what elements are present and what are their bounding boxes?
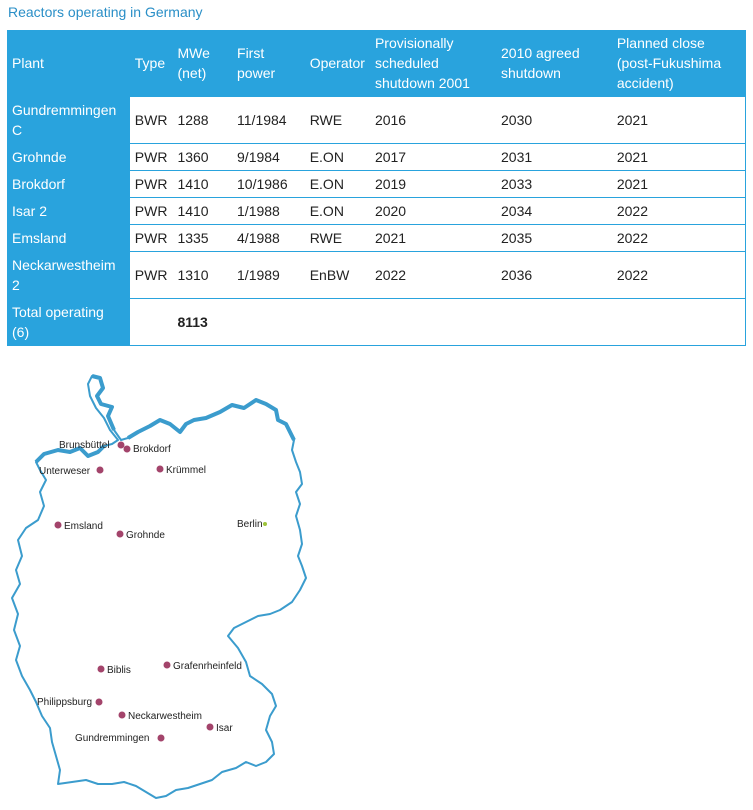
reactor-marker: [164, 662, 171, 669]
cell-mwe: 1360: [172, 144, 232, 171]
cell-shutdown-2010: 2034: [496, 198, 612, 225]
cell-mwe: 1410: [172, 171, 232, 198]
site-gundremmingen: [75, 733, 165, 744]
cell-mwe: 1335: [172, 225, 232, 252]
cell-operator: EnBW: [305, 252, 370, 299]
table-row: [7, 97, 746, 144]
site-biblis: [98, 665, 131, 676]
site-label: Gundremmingen: [75, 733, 150, 744]
site-emsland: [55, 521, 103, 532]
reactors-table: [7, 30, 746, 346]
reactor-marker: [124, 446, 131, 453]
cell-plant: Neckarwestheim 2: [7, 252, 130, 299]
header-operator: Operator: [305, 30, 370, 97]
table-caption: Reactors operating in Germany: [8, 4, 203, 20]
cell-operator: E.ON: [305, 171, 370, 198]
header-first-power: First power: [232, 30, 305, 97]
cell-mwe: 1310: [172, 252, 232, 299]
cell-plant: Isar 2: [7, 198, 130, 225]
cell-type: PWR: [130, 144, 173, 171]
cell-planned-close: 2021: [612, 97, 746, 144]
cell-first-power: 1/1988: [232, 198, 305, 225]
cell-operator: RWE: [305, 225, 370, 252]
cell-planned-close: 2021: [612, 144, 746, 171]
table-row: [7, 225, 746, 252]
site-label: Krümmel: [166, 465, 207, 476]
cell-type: BWR: [130, 97, 173, 144]
table-total-row: [7, 299, 746, 346]
reactor-marker: [55, 522, 62, 529]
cell-shutdown-2001: 2020: [370, 198, 496, 225]
header-shutdown-2010: 2010 agreed shutdown: [496, 30, 612, 97]
site-brokdorf: [124, 444, 172, 455]
site-unterweser: [39, 466, 104, 477]
cell-shutdown-2010: 2031: [496, 144, 612, 171]
cell-shutdown-2010: 2035: [496, 225, 612, 252]
site-grafenrheinfeld: [164, 661, 242, 672]
site-label: Emsland: [64, 521, 103, 532]
reactor-marker: [96, 699, 103, 706]
cell-mwe: 1288: [172, 97, 232, 144]
table-row: [7, 198, 746, 225]
site-berlin: [237, 519, 267, 530]
cell-shutdown-2001: 2019: [370, 171, 496, 198]
cell-first-power: 1/1989: [232, 252, 305, 299]
cell-planned-close: 2022: [612, 225, 746, 252]
capital-marker: [263, 522, 267, 526]
site-label: Berlin: [237, 519, 263, 530]
cell-first-power: 10/1986: [232, 171, 305, 198]
header-shutdown-2001: Provisionally scheduled shutdown 2001: [370, 30, 496, 97]
site-krummel: [157, 465, 207, 476]
reactor-marker: [118, 442, 125, 449]
germany-map: [0, 360, 753, 806]
cell-first-power: 4/1988: [232, 225, 305, 252]
site-neckarwestheim: [119, 711, 202, 722]
cell-planned-close: 2022: [612, 252, 746, 299]
table-row: [7, 144, 746, 171]
cell-empty: [130, 299, 173, 346]
site-label: Grafenrheinfeld: [173, 661, 242, 672]
baltic-coast: [128, 400, 294, 440]
cell-plant: Emsland: [7, 225, 130, 252]
total-label: Total operating (6): [7, 299, 130, 346]
site-label: Philippsburg: [37, 697, 93, 708]
site-label: Biblis: [107, 665, 131, 676]
cell-empty: [612, 299, 746, 346]
germany-border: [12, 376, 306, 798]
cell-shutdown-2001: 2022: [370, 252, 496, 299]
site-isar: [207, 723, 234, 734]
cell-plant: Gundremmingen C: [7, 97, 130, 144]
header-type: Type: [130, 30, 173, 97]
cell-operator: RWE: [305, 97, 370, 144]
cell-shutdown-2010: 2036: [496, 252, 612, 299]
site-label: Unterweser: [39, 466, 91, 477]
table-row: [7, 252, 746, 299]
cell-first-power: 11/1984: [232, 97, 305, 144]
reactor-marker: [158, 735, 165, 742]
cell-operator: E.ON: [305, 144, 370, 171]
cell-shutdown-2010: 2030: [496, 97, 612, 144]
cell-empty: [370, 299, 496, 346]
cell-plant: Grohnde: [7, 144, 130, 171]
site-label: Neckarwestheim: [128, 711, 202, 722]
cell-type: PWR: [130, 171, 173, 198]
cell-mwe: 1410: [172, 198, 232, 225]
reactor-marker: [98, 666, 105, 673]
cell-type: PWR: [130, 252, 173, 299]
cell-type: PWR: [130, 225, 173, 252]
reactor-marker: [207, 724, 214, 731]
site-grohnde: [117, 530, 166, 541]
table-header-row: [7, 30, 746, 97]
header-mwe: MWe (net): [172, 30, 232, 97]
cell-empty: [232, 299, 305, 346]
total-value: 8113: [172, 299, 232, 346]
cell-planned-close: 2022: [612, 198, 746, 225]
site-label: Isar: [216, 723, 233, 734]
site-label: Brunsbüttel: [59, 440, 110, 451]
cell-empty: [305, 299, 370, 346]
header-plant: Plant: [7, 30, 130, 97]
cell-planned-close: 2021: [612, 171, 746, 198]
north-sea-coast: [92, 376, 114, 430]
reactor-marker: [117, 531, 124, 538]
cell-shutdown-2001: 2017: [370, 144, 496, 171]
site-label: Brokdorf: [133, 444, 171, 455]
reactor-marker: [157, 466, 164, 473]
reactor-marker: [97, 467, 104, 474]
cell-type: PWR: [130, 198, 173, 225]
reactor-marker: [119, 712, 126, 719]
cell-empty: [496, 299, 612, 346]
cell-operator: E.ON: [305, 198, 370, 225]
site-philippsburg: [37, 697, 103, 708]
cell-first-power: 9/1984: [232, 144, 305, 171]
cell-shutdown-2001: 2021: [370, 225, 496, 252]
cell-shutdown-2001: 2016: [370, 97, 496, 144]
header-planned-close: Planned close (post-Fukushima accident): [612, 30, 746, 97]
table-row: [7, 171, 746, 198]
cell-shutdown-2010: 2033: [496, 171, 612, 198]
site-label: Grohnde: [126, 530, 165, 541]
cell-plant: Brokdorf: [7, 171, 130, 198]
